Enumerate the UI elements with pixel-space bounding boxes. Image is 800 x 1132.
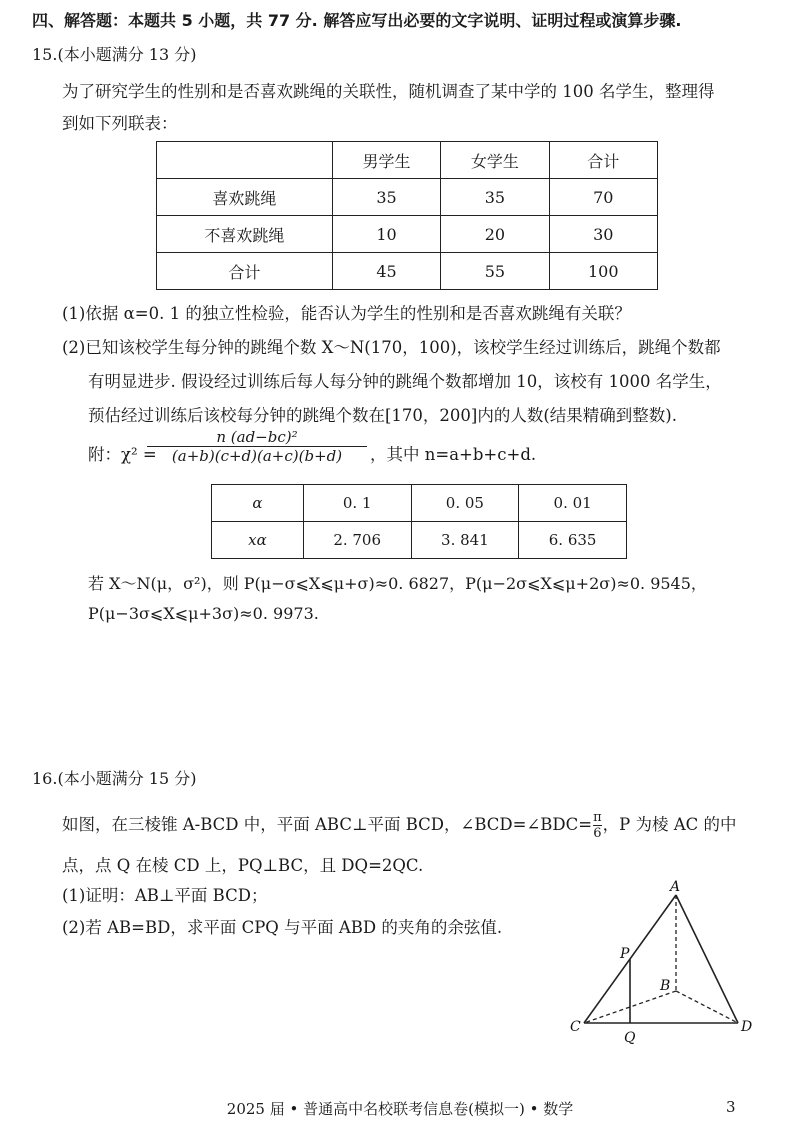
label-p: P: [620, 946, 630, 962]
table-row: [157, 216, 658, 253]
table-header-row: [157, 142, 658, 179]
table-header-cell: [157, 142, 333, 179]
pi-over-six: [593, 810, 602, 841]
pyramid-figure: [566, 878, 766, 1048]
table-row: [212, 485, 627, 522]
label-b: B: [660, 978, 671, 994]
q16-intro-line2: 点，点 Q 在棱 CD 上，PQ⊥BC，且 DQ=2QC.: [62, 856, 424, 875]
section-header: 四、解答题：本题共 5 小题，共 77 分. 解答应写出必要的文字说明、证明过程或演算步骤.: [32, 11, 682, 30]
q15-intro-line2: 到如下列联表：: [62, 114, 178, 133]
label-d: D: [741, 1019, 753, 1035]
q15-part2-line2: 有明显进步. 假设经过训练后每人每分钟的跳绳个数都增加 10，该校有 1000 名学生，: [88, 372, 722, 391]
table-cell: 35: [441, 179, 549, 216]
table-cell: 0. 05: [411, 485, 519, 522]
pi-numerator: π: [593, 810, 602, 825]
q16-points: (本小题满分 15 分): [57, 769, 197, 788]
table-row: [157, 253, 658, 290]
q15-part2-line1: (2)已知该校学生每分钟的跳绳个数 X～N(170，100)，该校学生经过训练后，跳绳个数都: [62, 338, 721, 357]
critical-value-table: [211, 484, 627, 559]
formula-denominator: (a+b)(c+d)(a+c)(b+d): [147, 446, 367, 465]
formula-suffix: ，其中 n=a+b+c+d.: [370, 445, 537, 464]
table-cell: 30: [549, 216, 657, 253]
q16-heading: [32, 766, 196, 789]
table-row: [157, 179, 658, 216]
q15-intro-line1: 为了研究学生的性别和是否喜欢跳绳的关联性，随机调查了某中学的 100 名学生，整理得: [62, 82, 715, 101]
table-cell: 2. 706: [303, 522, 411, 559]
pi-denominator: 6: [593, 826, 602, 841]
q16-intro-line1-b: ，P 为棱 AC 的中: [602, 815, 737, 834]
table-cell: α: [212, 485, 304, 522]
label-c: C: [570, 1019, 581, 1035]
label-a: A: [670, 879, 681, 895]
normal-dist-line2: P(μ−3σ⩽X⩽μ+3σ)≈0. 9973.: [88, 604, 319, 623]
table-header-cell: 合计: [549, 142, 657, 179]
q16-intro-line1: [62, 810, 737, 841]
q15-part2-line3: 预估经过训练后该校每分钟的跳绳个数在[170，200]内的人数(结果精确到整数).: [88, 406, 677, 425]
page-footer: 2025 届 • 普通高中名校联考信息卷(模拟一) • 数学: [226, 1100, 574, 1118]
table-cell: 3. 841: [411, 522, 519, 559]
table-cell: 45: [332, 253, 440, 290]
q15-points: (本小题满分 13 分): [57, 45, 197, 64]
table-cell: 0. 1: [303, 485, 411, 522]
edge-ad: [676, 895, 738, 1023]
table-cell: 70: [549, 179, 657, 216]
label-q: Q: [624, 1030, 636, 1046]
table-cell: 100: [549, 253, 657, 290]
q15-heading: [32, 42, 196, 65]
table-header-cell: 男学生: [332, 142, 440, 179]
table-cell: 20: [441, 216, 549, 253]
table-cell: 10: [332, 216, 440, 253]
q16-number: 16.: [32, 769, 58, 788]
table-cell: 喜欢跳绳: [157, 179, 333, 216]
q16-intro-line1-a: 如图，在三棱锥 A-BCD 中，平面 ABC⊥平面 BCD，∠BCD=∠BDC=: [62, 815, 593, 834]
q16-part1: (1)证明：AB⊥平面 BCD；: [62, 886, 268, 905]
appendix-label: 附：χ² =: [88, 445, 157, 464]
table-cell: 55: [441, 253, 549, 290]
table-cell: 0. 01: [519, 485, 627, 522]
contingency-table: [156, 141, 658, 290]
normal-dist-line1: 若 X～N(μ，σ²)，则 P(μ−σ⩽X⩽μ+σ)≈0. 6827，P(μ−2σ⩽X⩽μ+2σ)≈0. 9545，: [88, 574, 707, 593]
table-cell: xα: [212, 522, 304, 559]
page-number: 3: [726, 1098, 736, 1116]
table-row: [212, 522, 627, 559]
q15-part1: (1)依据 α=0. 1 的独立性检验，能否认为学生的性别和是否喜欢跳绳有关联？: [62, 304, 631, 323]
edge-bd: [676, 991, 738, 1023]
q15-number: 15.: [32, 45, 58, 64]
q16-part2: (2)若 AB=BD，求平面 CPQ 与平面 ABD 的夹角的余弦值.: [62, 918, 503, 937]
table-cell: 6. 635: [519, 522, 627, 559]
chi-square-formula: [147, 428, 367, 465]
formula-numerator: n (ad−bc)²: [216, 428, 298, 446]
table-header-cell: 女学生: [441, 142, 549, 179]
table-cell: 35: [332, 179, 440, 216]
table-cell: 合计: [157, 253, 333, 290]
table-cell: 不喜欢跳绳: [157, 216, 333, 253]
